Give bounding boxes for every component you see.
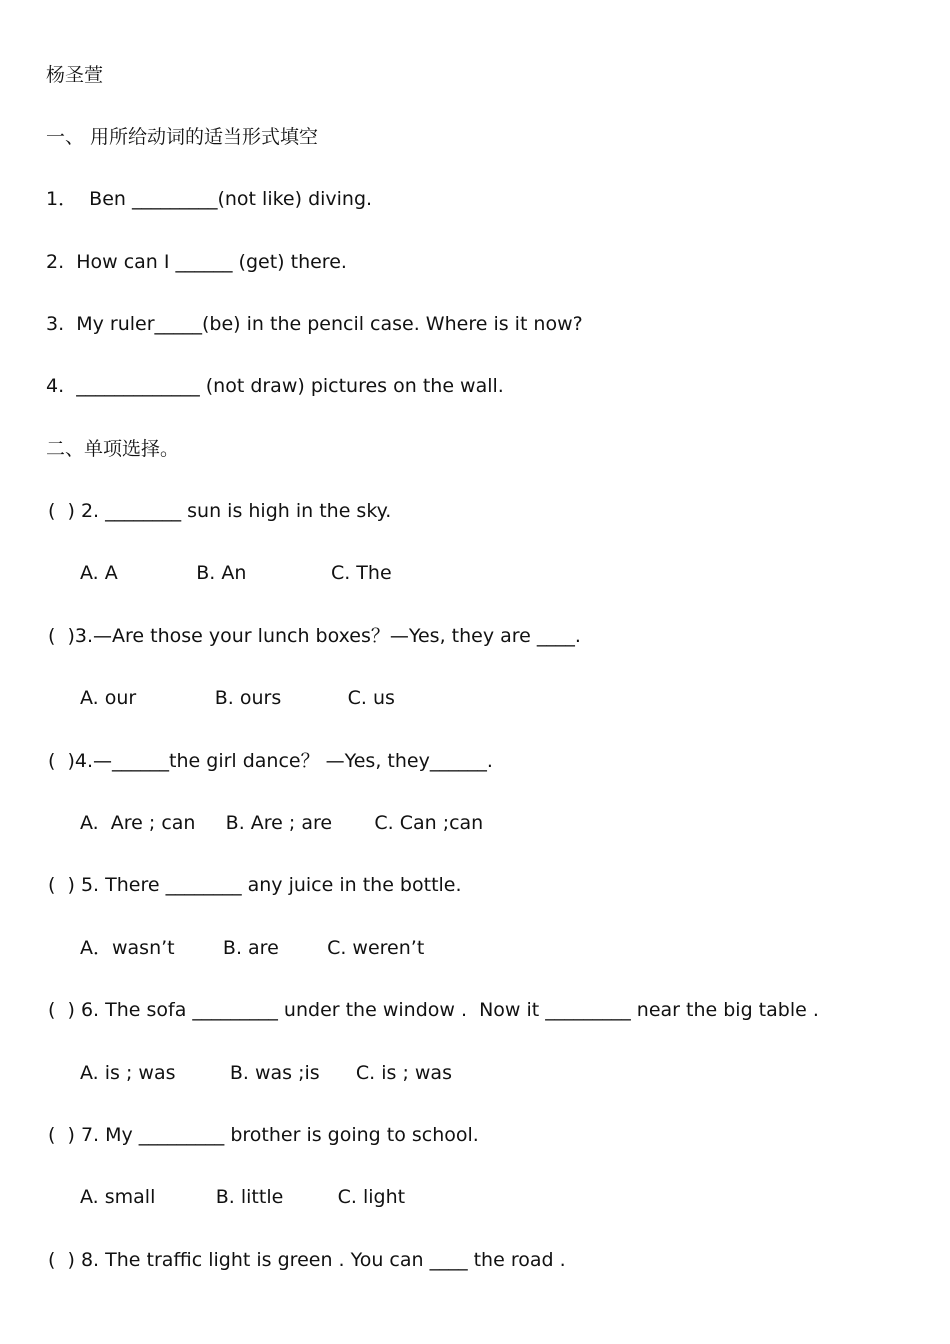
section1-item-3: 3. My ruler_____(be) in the pencil case. Where is it now?	[46, 313, 583, 335]
question-6-options: A. is ; was B. was ;is C. is ; was	[80, 1062, 452, 1084]
section1-title: 一、 用所给动词的适当形式填空	[46, 126, 319, 148]
question-3-stem: ( )3.—Are those your lunch boxes？—Yes, they are ____.	[48, 625, 581, 647]
question-7-stem: ( ) 7. My _________ brother is going to school.	[48, 1124, 479, 1146]
question-5-options: A．wasn’t B. are C. weren’t	[80, 937, 425, 959]
section1-item-4: 4. _____________ (not draw) pictures on the wall.	[46, 375, 504, 397]
question-7-options: A. small B. little C. light	[80, 1186, 406, 1208]
question-6-stem: ( ) 6. The sofa _________ under the window . Now it _________ near the big table .	[48, 999, 819, 1021]
question-4-stem: ( )4.—______the girl dance？ —Yes, they______.	[48, 750, 493, 772]
section1-item-2: 2. How can I ______ (get) there.	[46, 251, 347, 273]
question-8-stem: ( ) 8. The traffic light is green . You can ____ the road .	[48, 1249, 566, 1271]
question-3-options: A. our B. ours C. us	[80, 687, 395, 709]
student-name: 杨圣萱	[46, 64, 104, 86]
question-2-stem: ( ) 2. ________ sun is high in the sky.	[48, 500, 392, 522]
section2-title: 二、单项选择。	[46, 438, 180, 460]
question-2-options: A. A B. An C. The	[80, 562, 392, 584]
question-5-stem: ( ) 5. There ________ any juice in the bottle.	[48, 874, 462, 896]
section1-item-1: 1． Ben _________(not like) diving.	[46, 188, 373, 210]
question-4-options: A. Are ; can B. Are ; are C. Can ;can	[80, 812, 484, 834]
